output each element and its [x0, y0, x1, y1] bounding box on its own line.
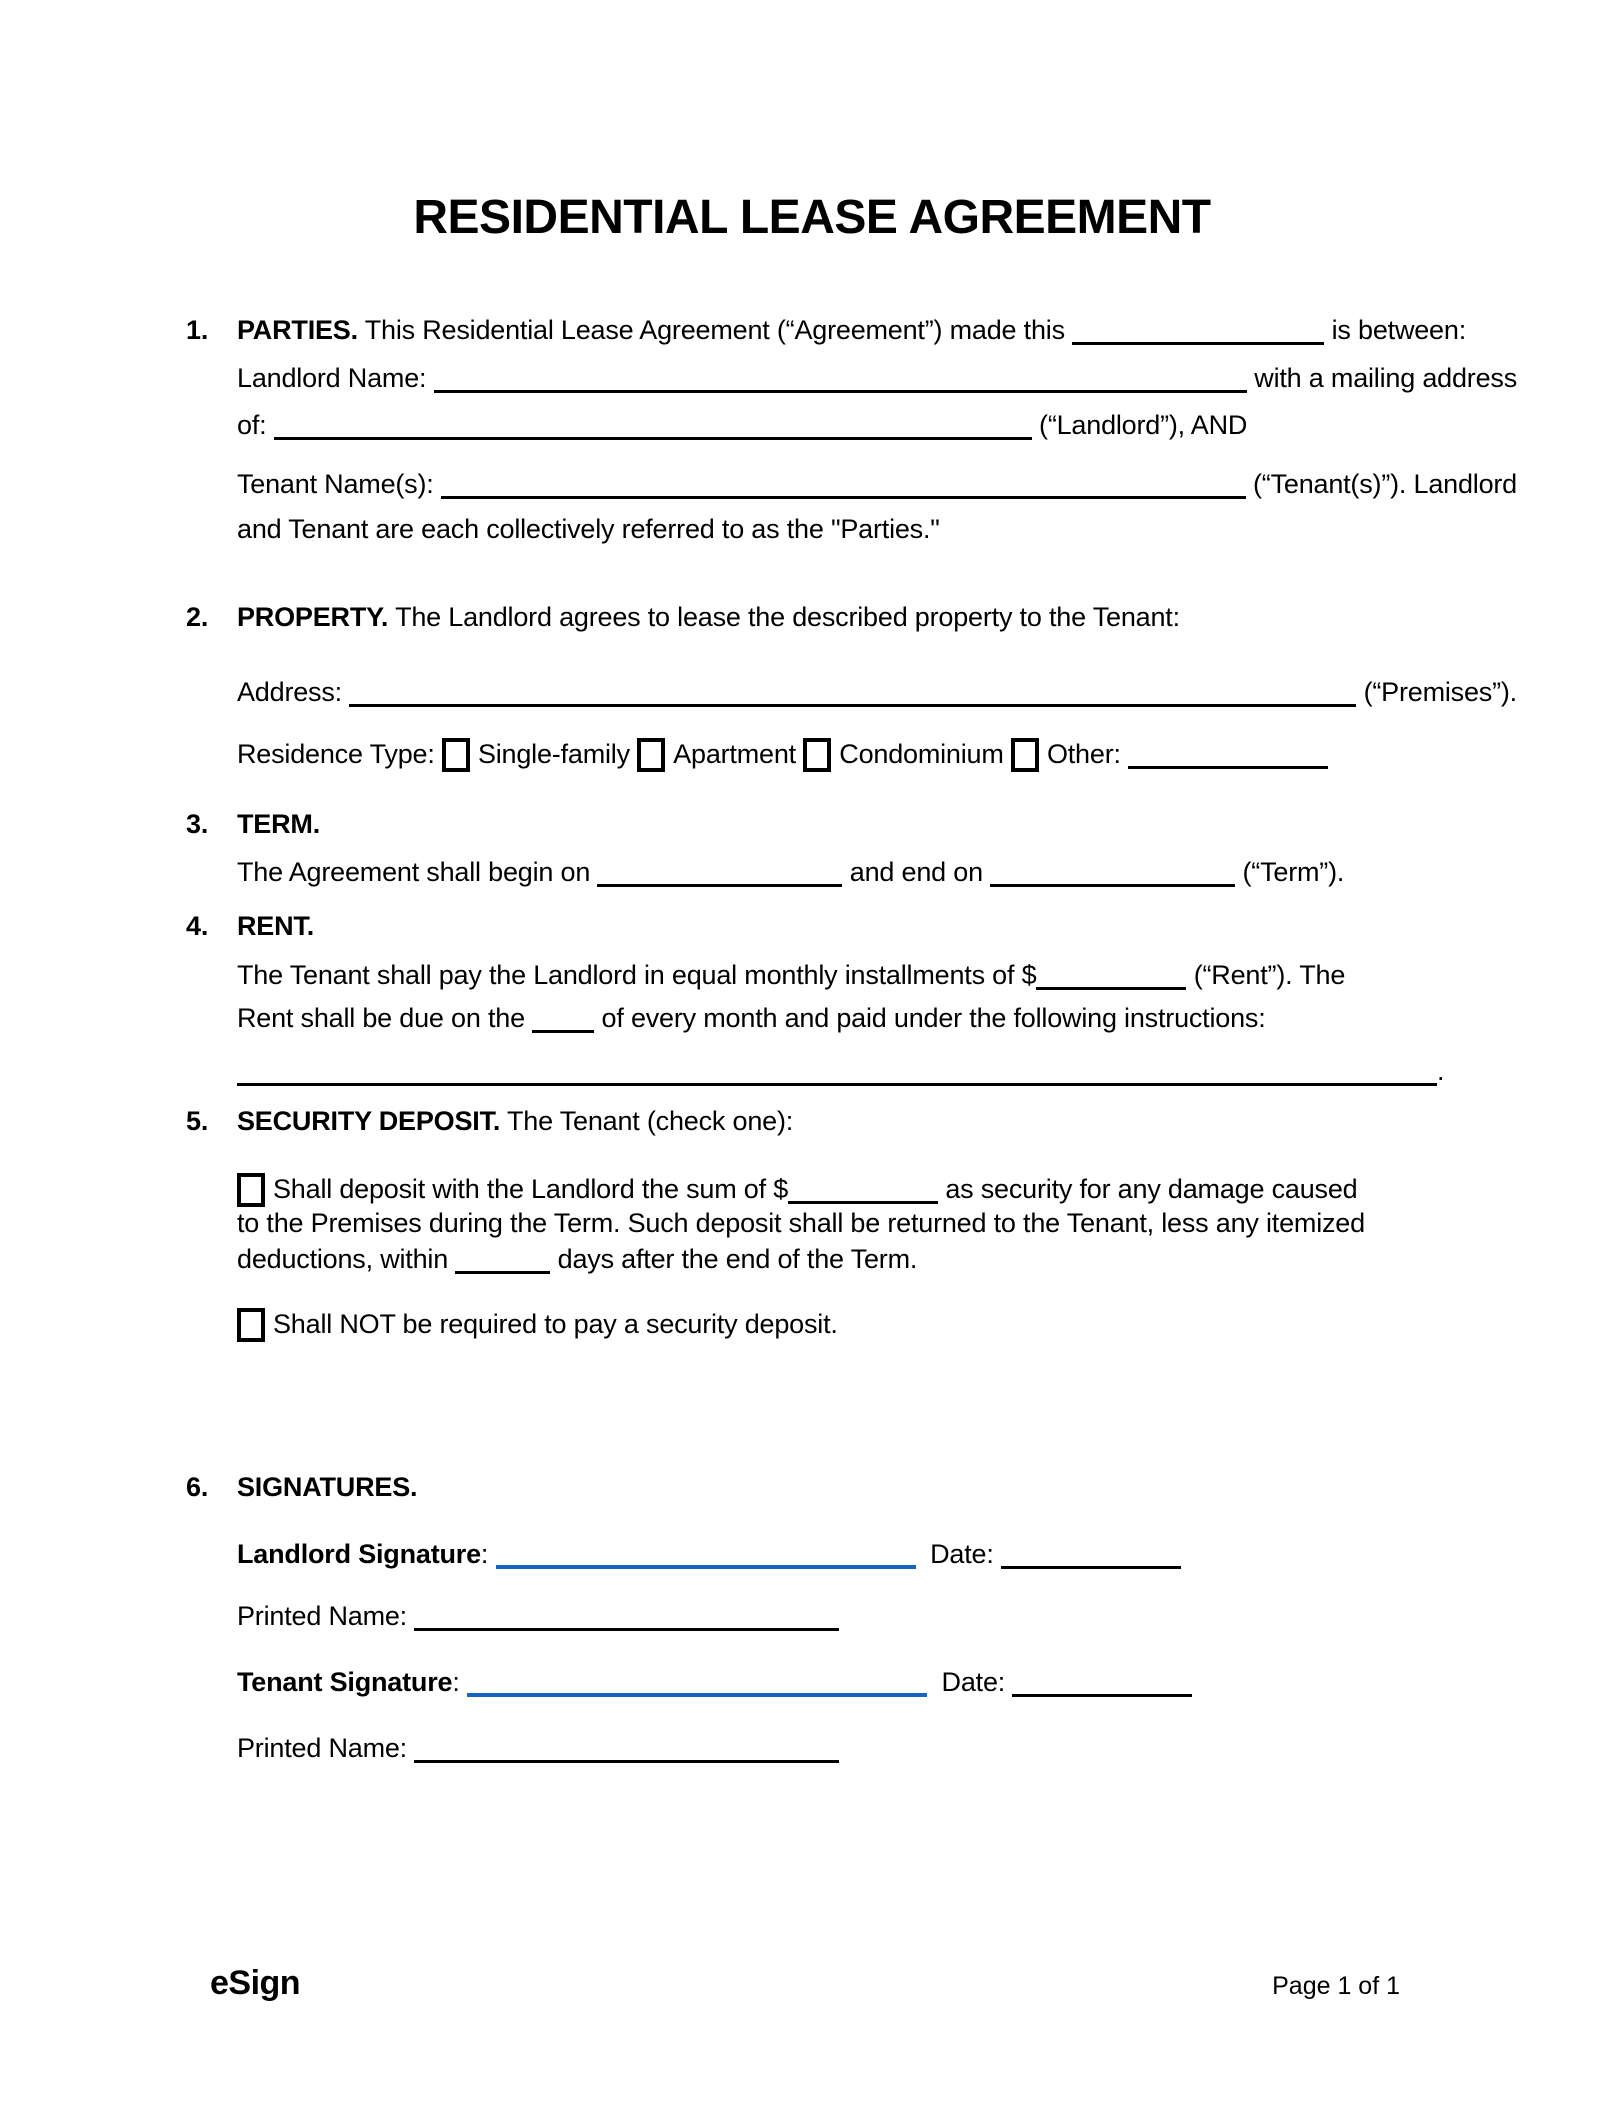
- heading-text: PROPERTY.: [237, 602, 389, 632]
- text-run: Printed Name:: [237, 1601, 415, 1631]
- section-signatures-line: [186, 1470, 1466, 1504]
- section-signatures-line: [186, 1730, 1517, 1765]
- text-run: (“Landlord”), AND: [1031, 410, 1248, 440]
- blank-term-start-date[interactable]: [597, 854, 842, 887]
- text-run: The Landlord agrees to lease the described property to the Tenant:: [388, 602, 1180, 632]
- section-property-line: [186, 668, 1517, 709]
- text-run: with a mailing address: [1246, 363, 1517, 393]
- text-run: and end on: [842, 857, 991, 887]
- section-signatures-line: [186, 1598, 1517, 1633]
- text-run: Date:: [915, 1539, 1001, 1569]
- section-security-deposit-line: [186, 1206, 1517, 1240]
- section-property-line: [186, 600, 1466, 634]
- heading-text: PARTIES.: [237, 315, 358, 345]
- blank-landlord-name[interactable]: [434, 360, 1247, 393]
- section-signatures-line: [186, 1663, 1517, 1699]
- blank-rent-amount[interactable]: [1036, 957, 1186, 990]
- text-run: Rent shall be due on the: [237, 1003, 533, 1033]
- heading-text: RENT.: [237, 911, 315, 941]
- esign-logo: eSign: [210, 1964, 301, 2002]
- blank-tenant-signature[interactable]: [467, 1663, 927, 1697]
- text-run: (“Term”).: [1235, 857, 1345, 887]
- text-run: The Agreement shall begin on: [237, 857, 598, 887]
- text-run: Shall NOT be required to pay a security deposit.: [273, 1309, 838, 1339]
- section-signatures-line: [186, 1535, 1517, 1571]
- blank-landlord-mailing-address[interactable]: [274, 407, 1032, 440]
- section-number: 3.: [186, 809, 209, 839]
- section-rent-line: [186, 1000, 1517, 1035]
- blank-agreement-date[interactable]: [1072, 312, 1324, 345]
- text-run: days after the end of the Term.: [550, 1244, 918, 1274]
- blank-tenant-printed-name[interactable]: [414, 1730, 839, 1763]
- text-run: :: [480, 1539, 496, 1569]
- text-run: of every month and paid under the following instructions:: [594, 1003, 1266, 1033]
- text-run: This Residential Lease Agreement (“Agreement”) made this: [357, 315, 1073, 345]
- section-rent-line: [186, 909, 1466, 943]
- text-run: Apartment: [673, 739, 804, 769]
- section-security-deposit-line: [186, 1104, 1466, 1138]
- text-run: (“Tenant(s)”). Landlord: [1245, 469, 1517, 499]
- text-run: Address:: [237, 677, 350, 707]
- section-number: 5.: [186, 1106, 209, 1136]
- checkbox-other[interactable]: [1011, 738, 1039, 772]
- section-parties-line: [186, 407, 1517, 442]
- checkbox-condominium[interactable]: [803, 738, 831, 772]
- checkbox-apartment[interactable]: [637, 738, 665, 772]
- text-run: :: [452, 1667, 467, 1697]
- section-rent-line: [186, 957, 1517, 992]
- text-run: Date:: [926, 1667, 1013, 1697]
- blank-property-address[interactable]: [349, 674, 1356, 707]
- heading-text: SECURITY DEPOSIT.: [237, 1106, 501, 1136]
- heading-text: SIGNATURES.: [237, 1472, 418, 1502]
- text-run: .: [1437, 1056, 1445, 1086]
- text-run: of:: [237, 410, 274, 440]
- blank-tenant-names[interactable]: [441, 466, 1246, 499]
- section-parties-line: [186, 512, 1517, 546]
- section-term-line: [186, 807, 1466, 841]
- text-run: Shall deposit with the Landlord the sum of $: [273, 1174, 789, 1204]
- section-security-deposit-line: [186, 1241, 1517, 1276]
- blank-landlord-printed-name[interactable]: [414, 1598, 839, 1631]
- text-run: Printed Name:: [237, 1733, 415, 1763]
- section-rent-line: [186, 1053, 1517, 1088]
- text-run: Residence Type:: [237, 739, 442, 769]
- heading-text: Tenant Signature: [237, 1667, 453, 1697]
- text-run: and Tenant are each collectively referred to as the "Parties.": [237, 514, 940, 544]
- section-parties-line: [186, 306, 1466, 347]
- section-security-deposit-line: [186, 1171, 1517, 1207]
- blank-landlord-sign-date[interactable]: [1001, 1536, 1181, 1569]
- section-property-line: [186, 736, 1517, 772]
- section-number: 6.: [186, 1472, 209, 1502]
- text-run: Tenant Name(s):: [237, 469, 441, 499]
- blank-tenant-sign-date[interactable]: [1012, 1664, 1192, 1697]
- text-run: to the Premises during the Term. Such deposit shall be returned to the Tenant, less any itemized: [237, 1208, 1365, 1238]
- checkbox-shall-deposit[interactable]: [237, 1173, 265, 1207]
- text-run: Landlord Name:: [237, 363, 434, 393]
- text-run: The Tenant (check one):: [500, 1106, 794, 1136]
- blank-deposit-return-days[interactable]: [455, 1241, 550, 1274]
- section-number: 1.: [186, 315, 209, 345]
- text-run: deductions, within: [237, 1244, 456, 1274]
- text-run: Condominium: [839, 739, 1011, 769]
- section-parties-line: [186, 460, 1517, 501]
- section-security-deposit-line: [186, 1307, 1517, 1342]
- section-number: 2.: [186, 602, 209, 632]
- text-run: is between:: [1324, 315, 1466, 345]
- heading-text: Landlord Signature: [237, 1539, 481, 1569]
- blank-payment-instructions[interactable]: [237, 1053, 1437, 1086]
- checkbox-single-family[interactable]: [442, 738, 470, 772]
- blank-residence-other[interactable]: [1128, 736, 1328, 769]
- heading-text: TERM.: [237, 809, 320, 839]
- blank-landlord-signature[interactable]: [496, 1535, 916, 1569]
- text-run: (“Premises”).: [1356, 677, 1517, 707]
- text-run: Single-family: [477, 739, 638, 769]
- page-indicator: Page 1 of 1: [1272, 1972, 1400, 2000]
- section-parties-line: [186, 354, 1517, 395]
- text-run: (“Rent”). The: [1186, 960, 1346, 990]
- section-number: 4.: [186, 911, 209, 941]
- text-run: Other:: [1046, 739, 1129, 769]
- checkbox-no-deposit[interactable]: [237, 1308, 265, 1342]
- text-run: as security for any damage caused: [938, 1174, 1358, 1204]
- blank-term-end-date[interactable]: [990, 854, 1235, 887]
- document-title: RESIDENTIAL LEASE AGREEMENT: [413, 191, 1211, 244]
- blank-deposit-amount[interactable]: [788, 1171, 938, 1204]
- section-term-line: [186, 854, 1517, 889]
- text-run: The Tenant shall pay the Landlord in equal monthly installments of $: [237, 960, 1037, 990]
- blank-rent-due-day[interactable]: [532, 1000, 594, 1033]
